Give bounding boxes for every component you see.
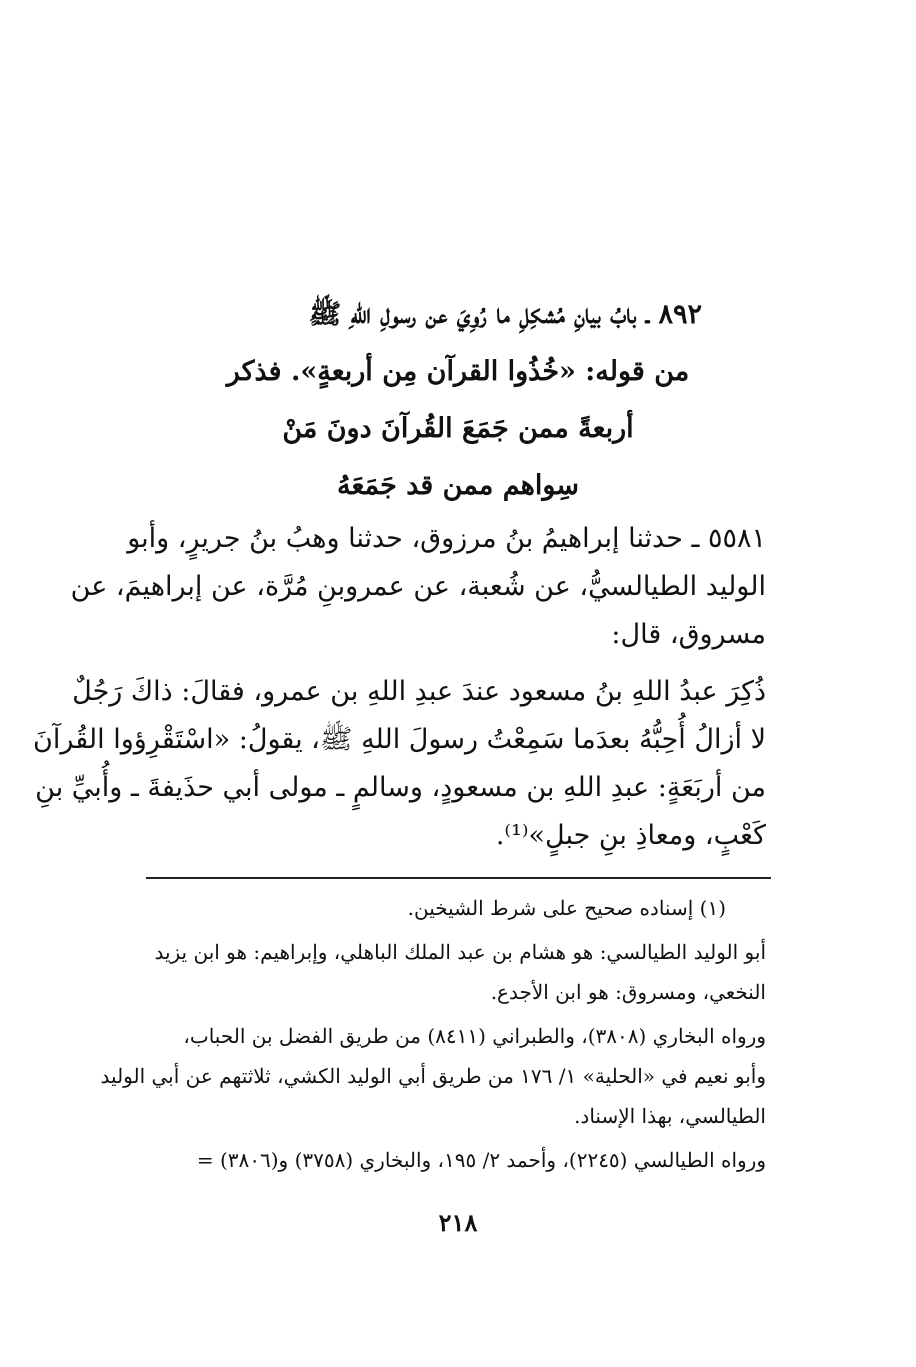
isnad-line: مسروق، قال:	[611, 619, 766, 650]
matn-line: كَعْبٍ، ومعاذِ بنِ جبلٍ»⁽¹⁾.	[495, 820, 766, 851]
footnote-line: وأبو نعيم في «الحلية» ١/ ١٧٦ من طريق أبي الوليد الكشي، ثلاثتهم عن أبي الوليد	[100, 1064, 766, 1088]
isnad-line: الوليد الطيالسيُّ، عن شُعبة، عن عمروبنِ مُرَّة، عن إبراهيمَ، عن	[70, 571, 766, 602]
isnad-line: ٥٥٨١ ـ حدثنا إبراهيمُ بنُ مرزوق، حدثنا وهبُ بنُ جريرٍ، وأبو	[127, 523, 766, 554]
footnote-line: ورواه الطيالسي (٢٢٤٥)، وأحمد ٢/ ١٩٥، والبخاري (٣٧٥٨) و(٣٨٠٦) =	[196, 1148, 766, 1172]
footnote-line: ورواه البخاري (٣٨٠٨)، والطبراني (٨٤١١) من طريق الفضل بن الحباب،	[183, 1024, 766, 1048]
hadith-isnad	[70, 515, 766, 659]
footnote-1: (١) إسناده صحيح على شرط الشيخين.	[407, 896, 726, 920]
footnote-separator	[146, 877, 771, 879]
chapter-heading-line: أربعةً ممن جَمَعَ القُرآنَ دونَ مَنْ	[282, 413, 634, 444]
chapter-heading-line: ٨٩٢ ـ بابُ بيانِ مُشكِلِ ما رُوِيَ عن رسولِ اللهِ ﷺ	[308, 299, 702, 330]
matn-line: من أربَعَةٍ: عبدِ اللهِ بن مسعودٍ، وسالمٍ ـ مولى أبي حذَيفةَ ـ وأُبيِّ بنِ	[35, 772, 766, 803]
page-number: ٢١٨	[438, 1208, 478, 1237]
footnote-line: النخعي، ومسروق: هو ابن الأجدع.	[490, 980, 766, 1004]
footnote-line: أبو الوليد الطيالسي: هو هشام بن عبد الملك الباهلي، وإبراهيم: هو ابن يزيد	[154, 940, 766, 964]
footnotes	[100, 888, 766, 1184]
chapter-heading	[96, 286, 820, 514]
chapter-heading-line: سِواهم ممن قد جَمَعَهُ	[337, 470, 579, 501]
chapter-heading-line: من قوله: «خُذُوا القرآن مِن أربعةٍ». فذكر	[226, 356, 690, 387]
matn-line: لا أزالُ أُحِبُّهُ بعدَما سَمِعْتُ رسولَ اللهِ ﷺ، يقولُ: «اسْتَقْرِؤوا القُرآنَ	[33, 724, 766, 755]
matn-line: ذُكِرَ عبدُ اللهِ بنُ مسعود عندَ عبدِ اللهِ بن عمرو، فقالَ: ذاكَ رَجُلٌ	[72, 676, 766, 707]
footnote-line: الطيالسي، بهذا الإسناد.	[574, 1104, 766, 1128]
hadith-text	[33, 668, 766, 860]
